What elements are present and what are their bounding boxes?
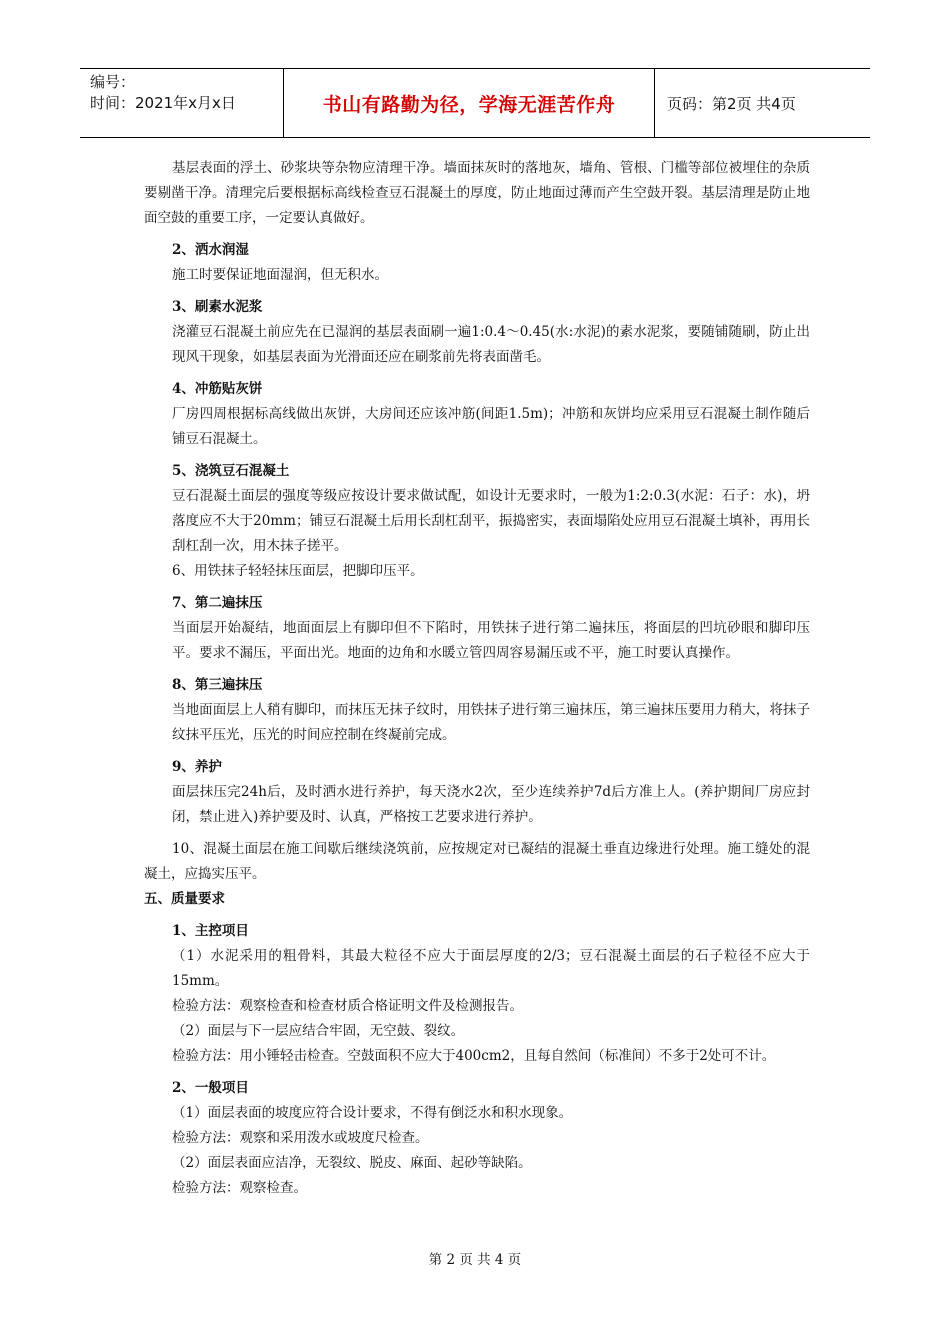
paragraph: （2）面层与下一层应结合牢固，无空鼓、裂纹。 — [172, 1023, 465, 1039]
step-heading: 3、刷素水泥浆 — [172, 299, 263, 315]
step-heading: 9、养护 — [172, 759, 222, 775]
page-header — [80, 68, 870, 138]
paragraph: 10、混凝土面层在施工间歇后继续浇筑前，应按规定对已凝结的混凝土垂直边缘进行处理。施工缝处的混凝土，应捣实压平。 — [144, 841, 810, 882]
page-footer: 第 2 页 共 4 页 — [428, 1252, 522, 1268]
step-heading: 8、第三遍抹压 — [172, 677, 263, 693]
paragraph: 当地面面层上人稍有脚印，而抹压无抹子纹时，用铁抹子进行第三遍抹压，第三遍抹压要用力稍大，将抹子纹抹平压光，压光的时间应控制在终凝前完成。 — [172, 702, 810, 743]
section-heading: 五、质量要求 — [144, 891, 225, 907]
paragraph: （2）面层表面应洁净，无裂纹、脱皮、麻面、起砂等缺陷。 — [172, 1155, 532, 1171]
date-label: 时间：2021年x月x日 — [90, 94, 236, 112]
paragraph: （1）面层表面的坡度应符合设计要求，不得有倒泛水和积水现象。 — [172, 1105, 573, 1121]
paragraph: 基层表面的浮土、砂浆块等杂物应清理干净。墙面抹灰时的落地灰，墙角、管根、门槛等部位被埋住的杂质要剔凿干净。清理完后要根据标高线检查豆石混凝土的厚度，防止地面过薄而产生空鼓开裂。基层清理是防止地面空鼓的重要工序，一定要认真做好。 — [144, 160, 810, 226]
paragraph: 当面层开始凝结，地面面层上有脚印但不下陷时，用铁抹子进行第二遍抹压，将面层的凹坑砂眼和脚印压平。要求不漏压，平面出光。地面的边角和水暖立管四周容易漏压或不平，施工时要认真操作。 — [172, 620, 810, 661]
document-body — [144, 156, 810, 1201]
step-heading: 4、冲筋贴灰饼 — [172, 381, 263, 397]
step-heading: 2、洒水润湿 — [172, 242, 249, 258]
step-heading: 5、浇筑豆石混凝土 — [172, 463, 290, 479]
header-motto: 书山有路勤为径，学海无涯苦作舟 — [283, 69, 655, 137]
header-meta — [80, 69, 283, 137]
paragraph: 检验方法：观察检查和检查材质合格证明文件及检测报告。 — [172, 998, 523, 1014]
paragraph: 检验方法：用小锤轻击检查。空鼓面积不应大于400cm2，且每自然间（标准间）不多于2处可不计。 — [172, 1048, 776, 1064]
paragraph: 厂房四周根据标高线做出灰饼，大房间还应该冲筋(间距1.5m)；冲筋和灰饼均应采用豆石混凝土制作随后铺豆石混凝土。 — [172, 406, 810, 447]
paragraph: 浇灌豆石混凝土前应先在已湿润的基层表面刷一遍1:0.4～0.45(水:水泥)的素水泥浆，要随铺随刷，防止出现风干现象，如基层表面为光滑面还应在刷浆前先将表面凿毛。 — [172, 324, 810, 365]
paragraph: 检验方法：观察检查。 — [172, 1180, 307, 1196]
subsection-heading: 1、主控项目 — [172, 923, 249, 939]
paragraph: 施工时要保证地面湿润，但无积水。 — [172, 267, 388, 283]
number-label: 编号： — [90, 73, 136, 91]
paragraph: 检验方法：观察和采用泼水或坡度尺检查。 — [172, 1130, 429, 1146]
paragraph: 面层抹压完24h后，及时洒水进行养护，每天浇水2次，至少连续养护7d后方准上人。(养护期间厂房应封闭，禁止进入)养护要及时、认真，严格按工艺要求进行养护。 — [172, 784, 810, 825]
step-heading: 7、第二遍抹压 — [172, 595, 263, 611]
header-page-label: 页码：第2页 共4页 — [667, 94, 796, 113]
paragraph: （1）水泥采用的粗骨料，其最大粒径不应大于面层厚度的2/3；豆石混凝土面层的石子粒径不应大于15mm。 — [172, 948, 810, 989]
paragraph: 豆石混凝土面层的强度等级应按设计要求做试配，如设计无要求时，一般为1:2:0.3(水泥：石子：水)，坍落度应不大于20mm；铺豆石混凝土后用长刮杠刮平，振捣密实，表面塌陷处应用豆石混凝土填补，再用长刮杠刮一次，用木抹子搓平。 — [172, 488, 810, 554]
paragraph: 6、用铁抹子轻轻抹压面层，把脚印压平。 — [172, 563, 424, 579]
subsection-heading: 2、一般项目 — [172, 1080, 249, 1096]
